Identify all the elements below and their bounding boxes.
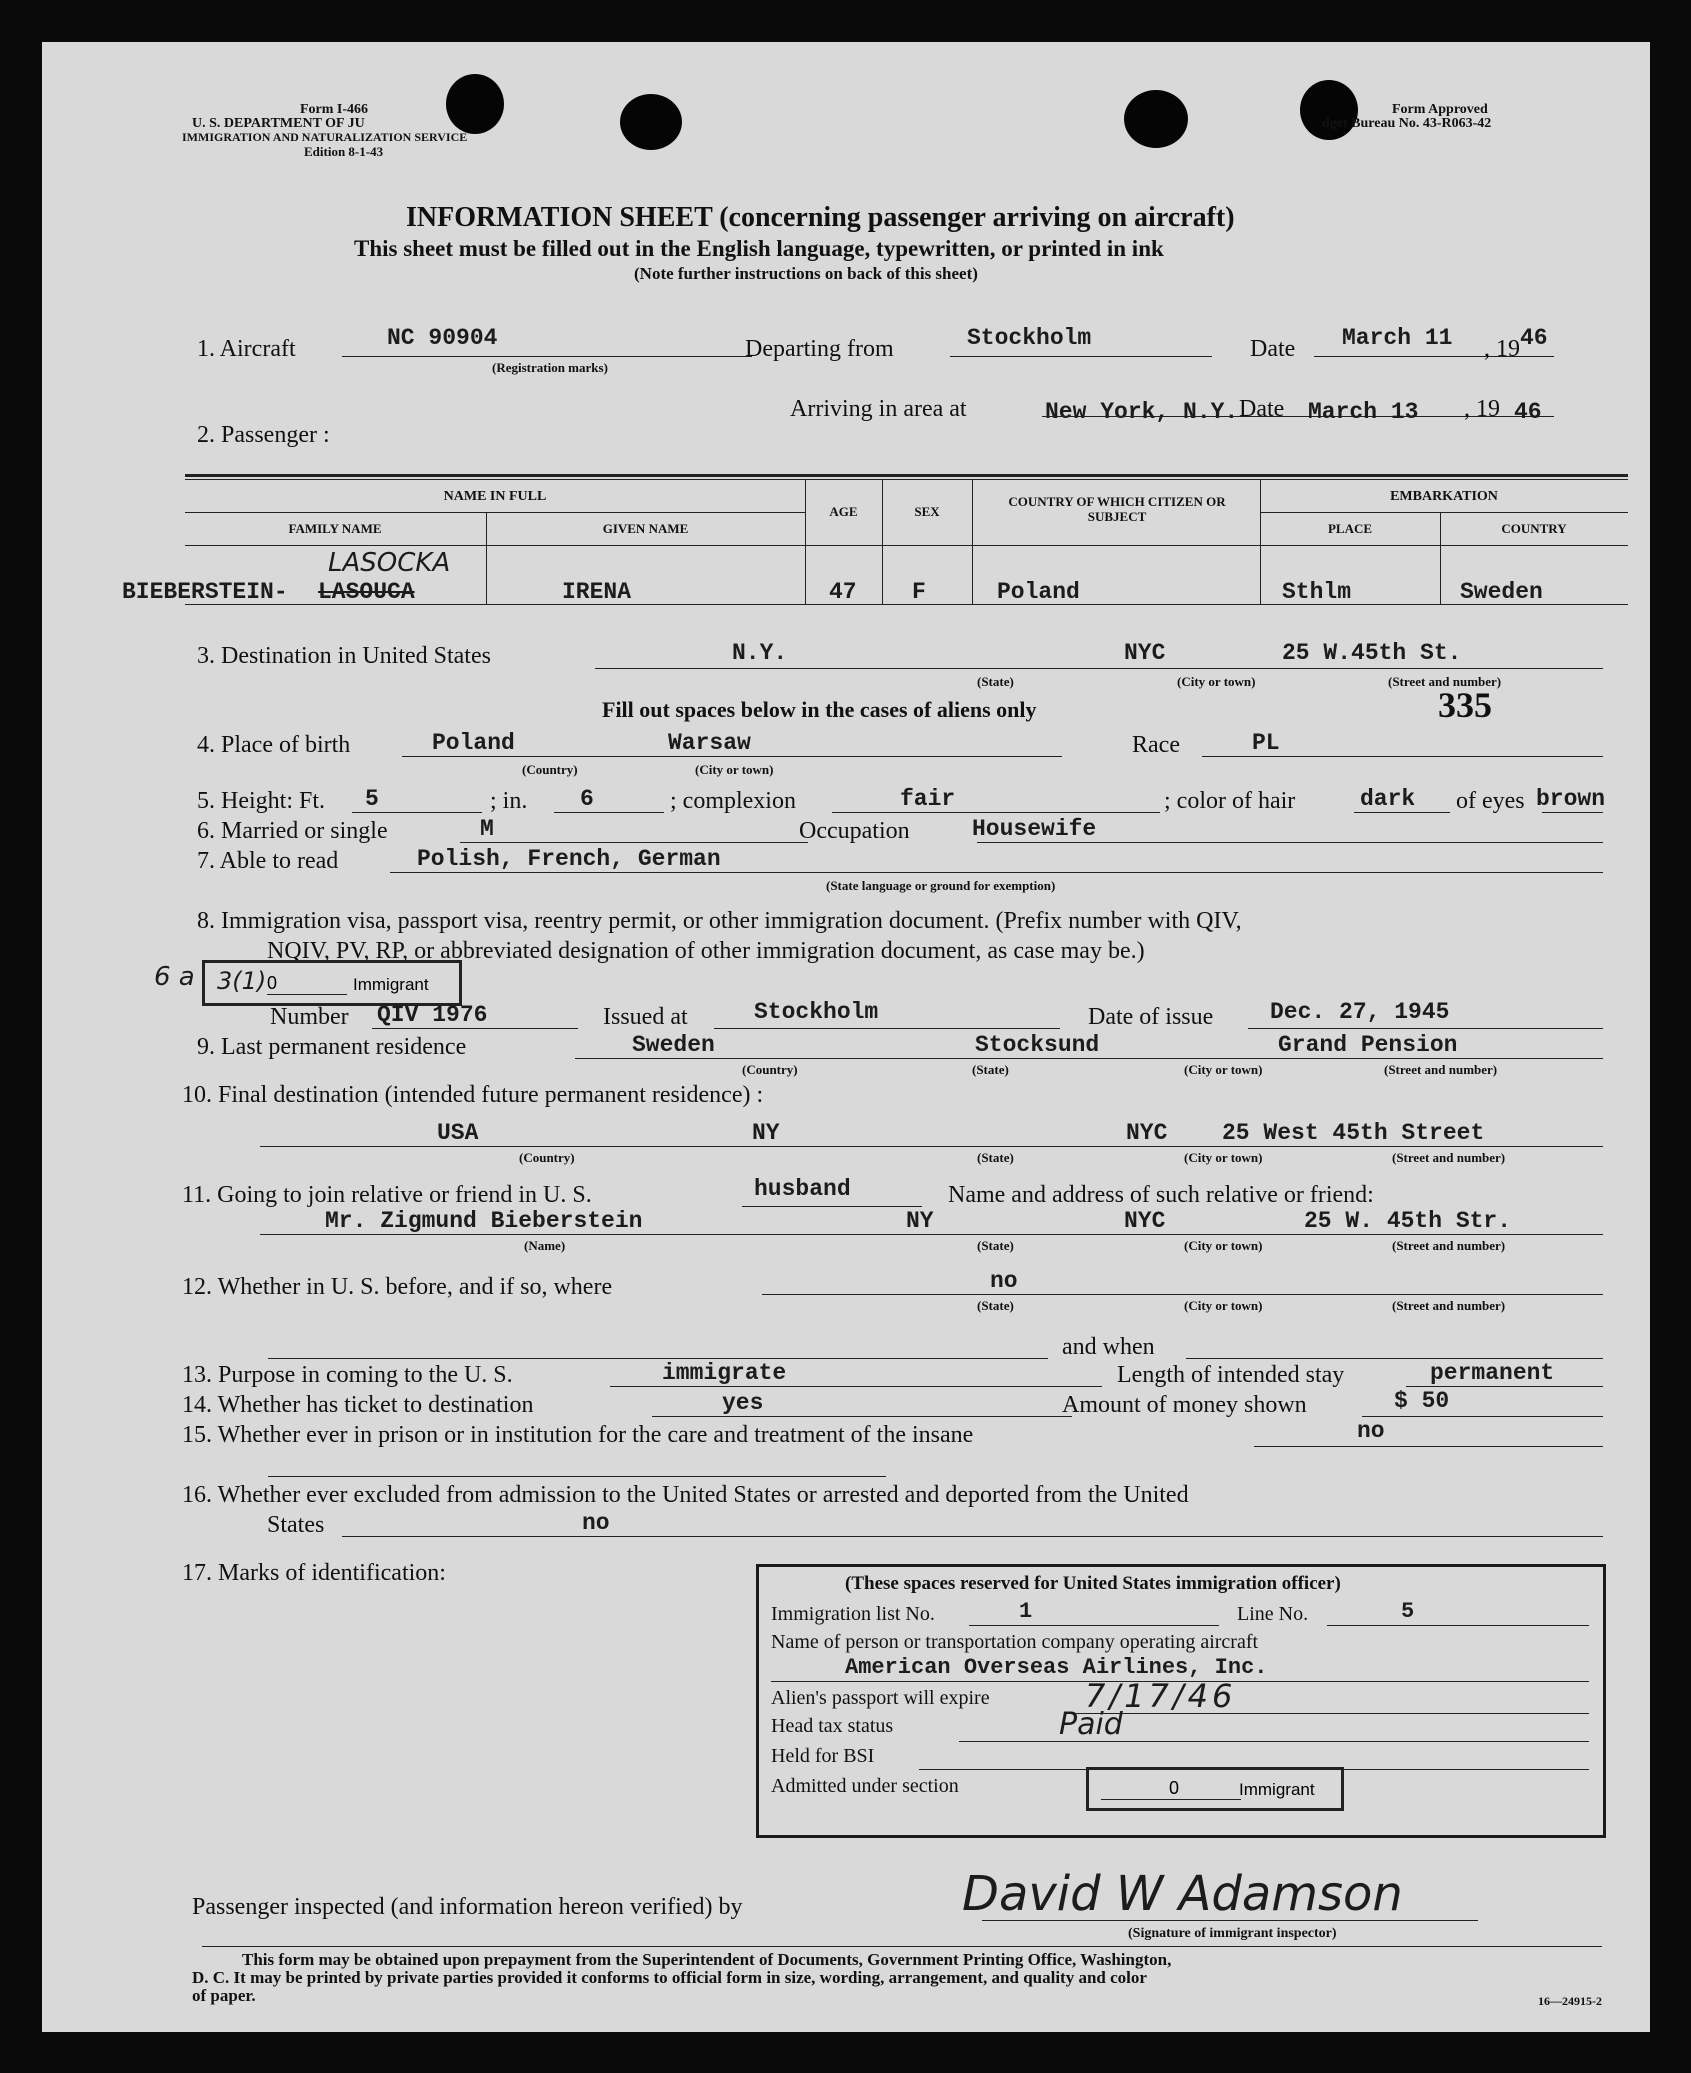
immigrant-stamp [202,960,462,1006]
th-place: PLACE [1327,521,1373,536]
issue-date-value: Dec. 27, 1945 [1270,999,1450,1025]
officer-box [756,1564,1606,1838]
family-name-struck: LASOUCA [318,579,415,605]
stay-value: permanent [1430,1360,1555,1386]
caption-street: (Street and number) [1392,1298,1506,1313]
punch-hole [1124,90,1188,148]
destination-line [595,668,1603,669]
admitted-zero: 0 [1169,1778,1180,1798]
height-in: 6 [580,786,594,812]
department: U. S. DEPARTMENT OF JU [192,116,365,131]
arriving-label: Arriving in area at [790,396,967,422]
relative-state: NY [906,1208,934,1234]
departing-line [950,356,1212,357]
caption-country: (Country) [519,1150,575,1165]
issued-line [714,1028,1060,1029]
edition: Edition 8-1-43 [304,144,384,159]
height-label: 5. Height: Ft. [197,788,326,814]
company-label: Name of person or transportation company operating aircraft [771,1631,1259,1653]
page-subtitle: This sheet must be filled out in the English language, typewritten, or printed in ink [354,236,1164,261]
number-label: Number [270,1004,349,1030]
read-label: 7. Able to read [197,848,339,874]
residence-country: Sweden [632,1032,715,1058]
date-label: Date [1250,336,1296,362]
height-in-line [554,812,664,813]
caption-street: (Street and number) [1392,1238,1506,1253]
list-value: 1 [1019,1599,1033,1624]
issued-value: Stockholm [754,999,879,1025]
service: IMMIGRATION AND NATURALIZATION SERVICE [182,130,468,144]
purpose-value: immigrate [662,1360,787,1386]
age: 47 [829,579,857,605]
bsi-label: Held for BSI [771,1745,875,1767]
budget-bureau: dget Bureau No. 43-R063-42 [1322,116,1492,131]
ticket-label: 14. Whether has ticket to destination [182,1392,534,1418]
height-ft: 5 [365,786,379,812]
admitted-label: Admitted under section [771,1775,959,1797]
married-line [460,842,808,843]
race-value: PL [1252,730,1280,756]
relative-name-label: Name and address of such relative or friend: [948,1182,1374,1208]
date-value: March 11 [1342,325,1453,351]
prison-label: 15. Whether ever in prison or in institution for the care and treatment of the insane [182,1422,974,1448]
residence-line [575,1058,1603,1059]
embark-country: Sweden [1460,579,1543,605]
complexion-value: fair [900,786,956,812]
stamp-zero: 0 [267,973,278,993]
stamp-value: 3(1) [217,967,267,995]
embark-place: Sthlm [1282,579,1352,605]
married-label: 6. Married or single [197,818,388,844]
passenger-label: 2. Passenger : [197,422,330,448]
line-label: Line No. [1237,1603,1309,1625]
issue-date-line [1248,1028,1603,1029]
excluded-value: no [582,1510,610,1536]
th-country-citizen: COUNTRY OF WHICH CITIZEN OR SUBJECT [1008,494,1226,524]
punch-hole [446,74,504,134]
inches-label: ; in. [490,788,528,814]
family-name-correction: LASOCKA [328,548,451,578]
caption-country: (Country) [742,1062,798,1077]
final-country: USA [437,1120,479,1146]
date2-value: March 13 [1308,399,1419,425]
excluded-line1: 16. Whether ever excluded from admission to the United States or arrested and deported from the United [182,1482,1189,1508]
stamp-number: 335 [1438,685,1492,725]
caption-state: (State) [977,1238,1014,1253]
before-value: no [990,1268,1018,1294]
stay-line [1406,1386,1603,1387]
aircraft-line [342,356,752,357]
date2-label: Date [1239,396,1285,422]
married-value: M [480,816,494,842]
marks-label: 17. Marks of identification: [182,1560,446,1586]
citizenship: Poland [997,579,1080,605]
occupation-label: Occupation [799,818,910,844]
excluded-line2: States [267,1512,325,1538]
hair-value: dark [1360,786,1416,812]
passport-value: 7/17/46 [1085,1677,1237,1715]
company-value: American Overseas Airlines, Inc. [845,1655,1268,1680]
page-title: INFORMATION SHEET (concerning passenger arriving on aircraft) [406,202,1235,233]
caption-name: (Name) [524,1238,566,1253]
final-state: NY [752,1120,780,1146]
tax-label: Head tax status [771,1715,894,1737]
residence-street: Grand Pension [1278,1032,1458,1058]
when-where-line [268,1358,1048,1359]
caption-state: (State) [972,1062,1009,1077]
relative-label: 11. Going to join relative or friend in U. S. [182,1182,592,1208]
year2-prefix: , 19 [1464,396,1500,422]
residence-state: Stocksund [975,1032,1100,1058]
footer-rule [202,1946,1602,1947]
footer-code: 16—24915-2 [1538,1994,1602,2008]
th-country: COUNTRY [1501,521,1567,536]
purpose-label: 13. Purpose in coming to the U. S. [182,1362,513,1388]
destination-label: 3. Destination in United States [197,643,491,669]
th-name-in-full: NAME IN FULL [443,489,547,504]
footer-line2: D. C. It may be printed by private parties provided it conforms to official form in size, wording, arrangement, and quality and color [192,1968,1147,1987]
relative-name: Mr. Zigmund Bieberstein [325,1208,643,1234]
year-prefix: , 19 [1484,336,1520,362]
aircraft-label: 1. Aircraft [197,336,296,362]
sex: F [912,579,926,605]
inspector-signature: David W Adamson [962,1866,1403,1922]
read-line [390,872,1603,873]
destination-city: NYC [1124,640,1166,666]
aliens-note: Fill out spaces below in the cases of aliens only [602,697,1037,722]
form-approved: Form Approved [1392,102,1488,117]
relative-street: 25 W. 45th Str. [1304,1208,1512,1234]
money-line [1362,1416,1603,1417]
list-label: Immigration list No. [771,1603,935,1625]
final-street: 25 West 45th Street [1222,1120,1485,1146]
residence-label: 9. Last permanent residence [197,1034,467,1060]
stamp-text: Immigrant [353,975,429,994]
birth-city: Warsaw [668,730,751,756]
and-when-label: and when [1062,1334,1155,1360]
birth-country: Poland [432,730,515,756]
occupation-value: Housewife [972,816,1097,842]
caption-state: (State) [977,1150,1014,1165]
signature-caption: (Signature of immigrant inspector) [1128,1926,1337,1941]
inspection-label: Passenger inspected (and information hereon verified) by [192,1894,743,1920]
eyes-value: brown [1536,786,1606,812]
caption-street: (Street and number) [1384,1062,1498,1077]
caption-street: (Street and number) [1388,674,1502,689]
number-value: QIV 1976 [377,1002,488,1028]
punch-hole [620,94,682,150]
caption-city: (City or town) [1177,674,1256,689]
birth-line [402,756,1062,757]
th-age: AGE [829,504,858,519]
caption-city: (City or town) [1184,1298,1263,1313]
visa-line1: 8. Immigration visa, passport visa, reentry permit, or other immigration document. (Prefix number with QIV, [197,908,1242,934]
th-family-name: FAMILY NAME [288,521,382,536]
complexion-line [832,812,1160,813]
number-line [372,1028,578,1029]
relation-line [742,1206,922,1207]
money-label: Amount of money shown [1062,1392,1307,1418]
height-ft-line [352,812,482,813]
year2-value: 46 [1514,399,1542,425]
read-value: Polish, French, German [417,846,721,872]
family-name: BIEBERSTEIN- [122,579,288,605]
caption-street: (Street and number) [1392,1150,1506,1165]
officer-box-title: (These spaces reserved for United States immigration officer) [845,1573,1341,1594]
line-value: 5 [1401,1599,1415,1624]
final-destination-label: 10. Final destination (intended future permanent residence) : [182,1082,764,1108]
th-given-name: GIVEN NAME [602,521,689,536]
final-city: NYC [1126,1120,1168,1146]
prison-line2 [268,1476,886,1477]
tax-value: Paid [1059,1707,1123,1742]
excluded-line [342,1536,1603,1537]
prison-line [1254,1446,1603,1447]
footer-line3: of paper. [192,1986,256,2005]
th-embarkation: EMBARKATION [1390,489,1498,504]
given-name: IRENA [562,579,632,605]
caption-city: (City or town) [1184,1150,1263,1165]
admitted-text: Immigrant [1239,1780,1315,1799]
relative-address-line [260,1234,1603,1235]
page-note: (Note further instructions on back of this sheet) [634,264,978,283]
stamp-prefix: 6 a [154,962,195,992]
relative-city: NYC [1124,1208,1166,1234]
year-value: 46 [1520,325,1548,351]
footer-line1: This form may be obtained upon prepayment from the Superintendent of Documents, Government Printing Office, Washington, [242,1950,1172,1969]
money-value: $ 50 [1394,1388,1450,1414]
passport-label: Alien's passport will expire [771,1687,990,1709]
caption-state: (State) [977,674,1014,689]
complexion-label: ; complexion [670,788,796,814]
race-line [1202,756,1603,757]
purpose-line [610,1386,1102,1387]
occupation-line [977,842,1603,843]
caption-city: (City or town) [1184,1238,1263,1253]
final-destination-line [260,1146,1603,1147]
hair-label: ; color of hair [1164,788,1296,814]
issue-date-label: Date of issue [1088,1004,1214,1030]
ticket-line [652,1416,1072,1417]
departing-value: Stockholm [967,325,1092,351]
departing-label: Departing from [745,336,894,362]
eyes-label: of eyes [1456,788,1525,814]
birth-label: 4. Place of birth [197,732,351,758]
aircraft-value: NC 90904 [387,325,498,351]
destination-state: N.Y. [732,640,788,666]
before-label: 12. Whether in U. S. before, and if so, where [182,1274,613,1300]
issued-label: Issued at [603,1004,688,1030]
prison-value: no [1357,1418,1385,1444]
form-sheet [42,42,1650,2032]
visa-line2: NQIV, PV, RP, or abbreviated designation of other immigration document, as case may be.) [267,938,1145,964]
caption-city: (City or town) [695,762,774,777]
race-label: Race [1132,732,1180,758]
caption-state: (State) [977,1298,1014,1313]
form-number: Form I-466 [300,102,369,117]
hair-line [1354,812,1450,813]
caption-country: (Country) [522,762,578,777]
eyes-line [1542,812,1603,813]
th-sex: SEX [914,504,940,519]
registration-caption: (Registration marks) [492,360,608,375]
before-line [762,1294,1603,1295]
caption-city: (City or town) [1184,1062,1263,1077]
relation-value: husband [754,1176,851,1202]
admitted-stamp [1086,1767,1344,1811]
stay-label: Length of intended stay [1117,1362,1345,1388]
read-caption: (State language or ground for exemption) [826,878,1056,893]
arriving-value: New York, N.Y. [1045,399,1239,425]
destination-street: 25 W.45th St. [1282,640,1462,666]
ticket-value: yes [722,1390,764,1416]
and-when-line [1186,1358,1603,1359]
